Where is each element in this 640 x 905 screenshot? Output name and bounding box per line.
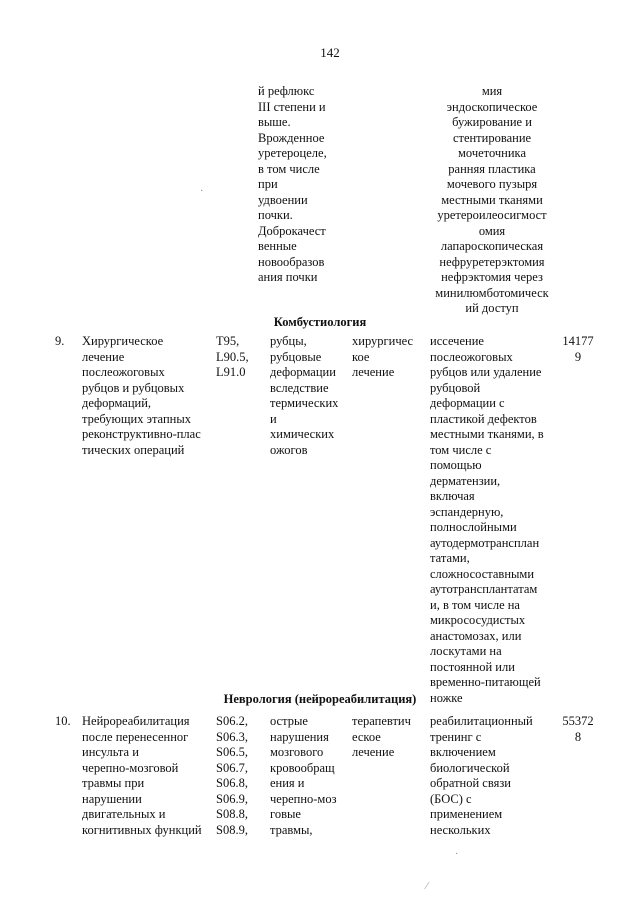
- method-line: том числе с: [430, 442, 492, 457]
- diagnosis-line: Врожденное: [258, 130, 325, 145]
- care-type-line: требующих этапных: [82, 411, 191, 426]
- method-line: лапароскопическая: [440, 239, 544, 253]
- diagnosis-line: ожогов: [270, 442, 308, 457]
- diagnosis-line: и: [270, 411, 277, 426]
- care-type-line: деформаций,: [82, 396, 152, 410]
- care-type-line: послеожоговых: [82, 365, 165, 379]
- diagnosis-line: химических: [270, 427, 335, 441]
- icd-code-line: S06.8,: [216, 776, 248, 790]
- diagnosis-line: травмы,: [270, 822, 313, 837]
- icd-code-line: T95,: [216, 334, 240, 348]
- method-line: нескольких: [430, 822, 491, 837]
- method-line: местными тканями: [441, 192, 543, 207]
- method-line: послеожоговых: [430, 349, 513, 364]
- care-type-line: инсульта и: [82, 745, 139, 759]
- diagnosis-line: кровообращ: [270, 760, 335, 775]
- diagnosis-line: деформации: [270, 365, 336, 379]
- method-line: применением: [430, 807, 503, 821]
- diagnosis-line: нарушения: [270, 729, 329, 744]
- care-type-line: рубцов и рубцовых: [82, 380, 185, 395]
- diagnosis-line: рубцы,: [270, 334, 307, 348]
- method-line: уретероилеосигмост: [437, 208, 547, 222]
- method-line: тренинг с: [430, 729, 482, 744]
- method-line: нефрэктомия через: [441, 270, 543, 284]
- method-line: рубцовой: [430, 380, 481, 395]
- icd-code-line: S08.9,: [216, 822, 248, 837]
- scan-speck: ⁄: [426, 881, 428, 892]
- method-line: полнослойными: [430, 520, 517, 534]
- method-line: стентирование: [452, 130, 532, 145]
- diagnosis-line: почки.: [258, 208, 293, 222]
- method-line: постоянной или: [430, 659, 515, 674]
- care-type-line: лечение: [82, 349, 125, 364]
- diagnosis-line: вследствие: [270, 380, 329, 395]
- diagnosis-line: ания почки: [258, 270, 318, 284]
- icd-code-line: S06.7,: [216, 760, 248, 775]
- icd-code-line: S06.5,: [216, 745, 248, 759]
- care-type-line: тических операций: [82, 442, 185, 457]
- care-type-line: черепно-мозговой: [82, 760, 179, 775]
- treatment-type-line: хирургичес: [352, 334, 414, 348]
- diagnosis-line: удвоении: [258, 192, 308, 207]
- icd-code-line: S06.3,: [216, 729, 248, 744]
- care-type-line: Хирургическое: [82, 334, 164, 348]
- method-line: лоскутами на: [430, 644, 502, 658]
- care-type-line: реконструктивно-плас: [82, 427, 201, 441]
- diagnosis-line: черепно-моз: [270, 791, 337, 806]
- method-line: аутодермотрансплан: [430, 535, 540, 550]
- icd-code-line: L91.0: [216, 365, 246, 379]
- scan-speck: ·: [455, 849, 459, 860]
- method-line: бужирование и: [452, 115, 532, 129]
- method-line: включая: [430, 489, 475, 503]
- method-line: обратной связи: [430, 776, 511, 790]
- method-line: пластикой дефектов: [430, 411, 537, 426]
- diagnosis-line: в том числе: [258, 161, 320, 176]
- icd-code-line: S06.2,: [216, 714, 248, 728]
- diagnosis-line: уретероцеле,: [258, 146, 327, 160]
- method-line: ранняя пластика: [448, 161, 536, 176]
- method-line: рубцов или удаление: [430, 365, 542, 379]
- care-type-line: после перенесенног: [82, 729, 189, 744]
- diagnosis-line: III степени и: [258, 99, 326, 114]
- method-line: мия: [481, 84, 503, 98]
- method-line: реабилитационный: [430, 714, 533, 728]
- diagnosis-line: мозгового: [270, 745, 324, 759]
- cost-line: 14177: [562, 334, 594, 348]
- diagnosis-line: новообразов: [258, 254, 325, 269]
- method-line: сложносоставными: [430, 566, 535, 581]
- cost-line: 55372: [562, 714, 594, 728]
- care-type-line: нарушении: [82, 791, 142, 806]
- diagnosis-line: Доброкачест: [258, 223, 326, 238]
- method-line: местными тканями, в: [430, 427, 544, 441]
- diagnosis-line: ения и: [270, 776, 305, 790]
- method-line: аутотрансплантатам: [430, 582, 538, 596]
- icd-code-line: S08.8,: [216, 807, 248, 821]
- diagnosis-line: выше.: [258, 115, 291, 129]
- method-line: омия: [478, 223, 506, 238]
- page-number: 142: [320, 45, 340, 60]
- diagnosis-line: венные: [258, 239, 297, 253]
- diagnosis-line: й рефлюкс: [258, 84, 315, 98]
- treatment-type-line: кое: [352, 349, 370, 364]
- icd-code-line: S06.9,: [216, 791, 248, 806]
- row-number: 10.: [55, 714, 71, 728]
- method-line: дерматензии,: [430, 473, 501, 488]
- diagnosis-line: термических: [270, 396, 339, 410]
- method-line: включением: [430, 745, 496, 759]
- method-line: и, в том числе на: [430, 597, 520, 612]
- care-type-line: травмы при: [82, 776, 145, 790]
- diagnosis-line: острые: [270, 714, 308, 728]
- care-type-line: когнитивных функций: [82, 822, 202, 837]
- method-line: эспандерную,: [430, 504, 504, 519]
- diagnosis-line: при: [258, 177, 278, 191]
- method-line: нефруретерэктомия: [439, 254, 545, 269]
- treatment-type-line: лечение: [352, 365, 395, 379]
- treatment-type-line: лечение: [352, 745, 395, 759]
- diagnosis-line: говые: [270, 807, 301, 821]
- method-line: минилюмботомическ: [435, 285, 549, 300]
- care-type-line: двигательных и: [82, 807, 166, 821]
- method-line: деформации с: [430, 396, 505, 410]
- method-line: (БОС) с: [430, 791, 472, 806]
- diagnosis-line: рубцовые: [270, 349, 322, 364]
- care-type-line: Нейрореабилитация: [82, 714, 190, 728]
- section-title-neurology: Неврология (нейрореабилитация): [223, 692, 417, 706]
- method-line: эндоскопическое: [446, 99, 538, 114]
- icd-code-line: L90.5,: [216, 349, 249, 364]
- method-line: татами,: [430, 551, 470, 565]
- row-number: 9.: [55, 334, 65, 348]
- treatment-type-line: терапевтич: [352, 714, 411, 728]
- section-title-combustiology: Комбустиология: [273, 315, 367, 329]
- cost-line: 9: [574, 349, 582, 364]
- treatment-type-line: еское: [352, 729, 381, 744]
- method-line: мочеточника: [458, 146, 526, 160]
- method-line: иссечение: [430, 334, 484, 348]
- method-line: временно-питающей: [430, 675, 541, 689]
- method-line: анастомозах, или: [430, 628, 522, 643]
- method-line: помощью: [430, 458, 482, 472]
- method-line: биологической: [430, 760, 510, 775]
- cost-line: 8: [574, 729, 582, 744]
- scan-speck: ·: [200, 186, 204, 197]
- method-line: микрососудистых: [430, 613, 526, 627]
- method-line: ножке: [430, 690, 463, 705]
- method-line: ий доступ: [465, 301, 519, 315]
- method-line: мочевого пузыря: [446, 177, 538, 191]
